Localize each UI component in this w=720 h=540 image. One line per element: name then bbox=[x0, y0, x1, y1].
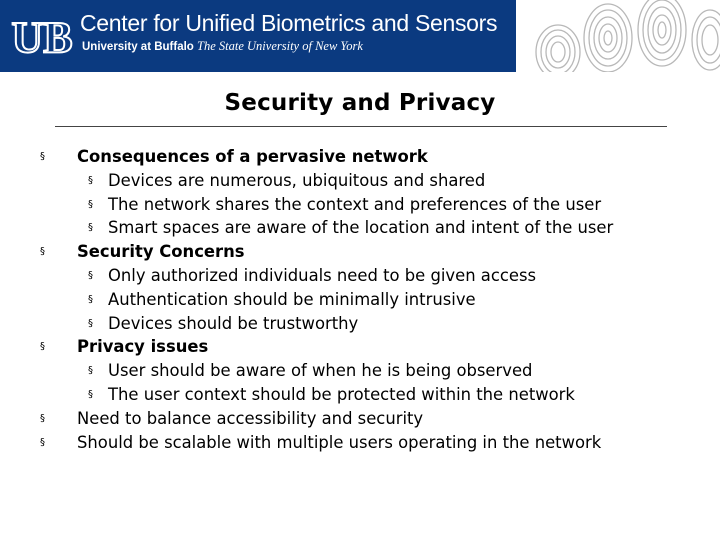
list-item bbox=[0, 407, 720, 431]
list-item-text: Devices are numerous, ubiquitous and shared bbox=[108, 170, 486, 190]
university-name: University at Buffalo bbox=[82, 41, 194, 53]
slide-title: Security and Privacy bbox=[224, 90, 496, 116]
bullet-icon: § bbox=[88, 222, 93, 234]
list-item-text: Devices should be trustworthy bbox=[108, 313, 359, 333]
state-university-name: The State University of New York bbox=[197, 39, 363, 53]
bullet-icon: § bbox=[88, 388, 93, 400]
bullet-icon: § bbox=[40, 246, 45, 258]
list-item bbox=[0, 240, 720, 264]
bullet-icon: § bbox=[40, 151, 45, 162]
bullet-list bbox=[0, 145, 720, 454]
bullet-icon: § bbox=[88, 365, 93, 377]
list-item bbox=[0, 312, 720, 336]
banner-background bbox=[0, 0, 516, 72]
university-line bbox=[82, 39, 363, 54]
list-item-text: Smart spaces are aware of the location and intent of the user bbox=[108, 218, 614, 238]
ub-logo-text: UB bbox=[11, 14, 73, 58]
center-name: Center for Unified Biometrics and Sensors bbox=[80, 10, 498, 36]
list-item bbox=[0, 288, 720, 312]
bullet-icon: § bbox=[88, 198, 93, 210]
bullet-icon: § bbox=[88, 269, 93, 281]
list-item-text: Privacy issues bbox=[77, 337, 209, 357]
title-divider bbox=[55, 126, 667, 127]
bullet-icon: § bbox=[40, 341, 45, 353]
bullet-icon: § bbox=[88, 174, 93, 186]
list-item bbox=[0, 145, 720, 169]
list-item bbox=[0, 169, 720, 193]
list-item-text: The network shares the context and preferences of the user bbox=[108, 194, 602, 214]
bullet-icon: § bbox=[40, 436, 45, 448]
list-item-text: The user context should be protected within the network bbox=[108, 384, 575, 404]
header-banner bbox=[0, 0, 720, 72]
list-item-text: Should be scalable with multiple users operating in the network bbox=[77, 432, 602, 452]
list-item-text: Authentication should be minimally intrusive bbox=[108, 289, 476, 309]
bullet-icon: § bbox=[40, 412, 45, 424]
ub-logo bbox=[10, 14, 74, 58]
bullet-icon: § bbox=[88, 293, 93, 305]
list-item-text: Need to balance accessibility and security bbox=[77, 408, 424, 428]
list-item bbox=[0, 335, 720, 359]
list-item bbox=[0, 193, 720, 217]
fingerprints-image bbox=[516, 0, 720, 72]
list-item-text: Consequences of a pervasive network bbox=[77, 147, 428, 166]
list-item-text: User should be aware of when he is being observed bbox=[108, 361, 533, 381]
list-item-text: Only authorized individuals need to be given access bbox=[108, 265, 537, 285]
list-item bbox=[0, 264, 720, 288]
list-item bbox=[0, 431, 720, 455]
list-item bbox=[0, 383, 720, 407]
bullet-icon: § bbox=[88, 317, 93, 329]
list-item bbox=[0, 359, 720, 383]
list-item bbox=[0, 216, 720, 240]
list-item-text: Security Concerns bbox=[77, 242, 245, 262]
